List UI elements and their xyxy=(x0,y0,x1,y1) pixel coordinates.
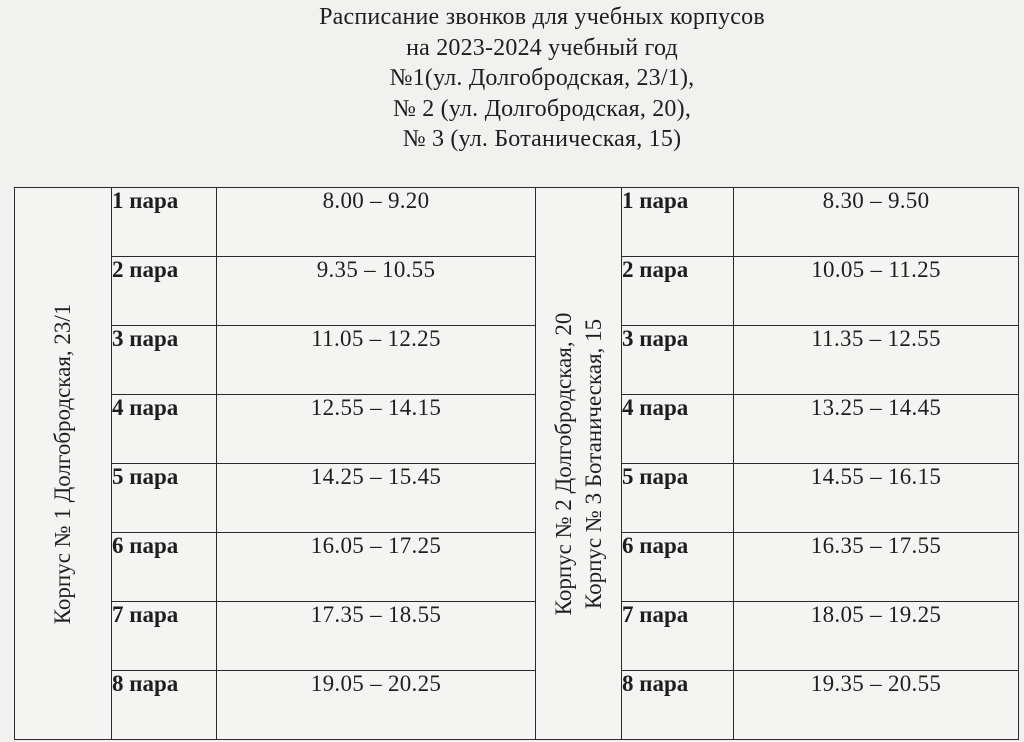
table-row xyxy=(15,671,1019,740)
building-2-label: Корпус № 2 Долгобродская, 20 xyxy=(550,312,576,615)
left-pair-label: 1 пара xyxy=(112,188,217,257)
building-2-3-cell xyxy=(536,188,622,740)
right-pair-label: 2 пара xyxy=(622,257,734,326)
right-pair-label: 5 пара xyxy=(622,464,734,533)
right-pair-label: 8 пара xyxy=(622,671,734,740)
right-pair-time: 11.35 – 12.55 xyxy=(734,326,1019,395)
building-3-label: Корпус № 3 Ботаническая, 15 xyxy=(580,318,606,609)
table-row xyxy=(15,602,1019,671)
table-row xyxy=(15,257,1019,326)
right-pair-label: 7 пара xyxy=(622,602,734,671)
building-2-3-label xyxy=(549,312,609,615)
left-pair-time: 8.00 – 9.20 xyxy=(217,188,536,257)
right-pair-time: 13.25 – 14.45 xyxy=(734,395,1019,464)
building-1-cell xyxy=(15,188,112,740)
left-pair-label: 5 пара xyxy=(112,464,217,533)
left-pair-label: 2 пара xyxy=(112,257,217,326)
header-building-2: № 2 (ул. Долгобродская, 20), xyxy=(392,95,692,122)
left-pair-label: 6 пара xyxy=(112,533,217,602)
header-building-3: № 3 (ул. Ботаническая, 15) xyxy=(402,126,682,152)
right-pair-time: 16.35 – 17.55 xyxy=(734,533,1019,602)
right-pair-label: 1 пара xyxy=(622,188,734,257)
table-row xyxy=(15,188,1019,257)
table-row xyxy=(15,464,1019,533)
right-pair-label: 6 пара xyxy=(622,533,734,602)
right-pair-time: 14.55 – 16.15 xyxy=(734,464,1019,533)
left-pair-label: 4 пара xyxy=(112,395,217,464)
table-row xyxy=(15,326,1019,395)
left-pair-time: 16.05 – 17.25 xyxy=(217,533,536,602)
right-pair-time: 18.05 – 19.25 xyxy=(734,602,1019,671)
left-pair-label: 7 пара xyxy=(112,602,217,671)
right-pair-time: 10.05 – 11.25 xyxy=(734,257,1019,326)
left-pair-time: 17.35 – 18.55 xyxy=(217,602,536,671)
right-pair-label: 3 пара xyxy=(622,326,734,395)
bell-schedule-table xyxy=(14,187,1019,740)
left-pair-label: 3 пара xyxy=(112,326,217,395)
left-pair-time: 9.35 – 10.55 xyxy=(217,257,536,326)
left-pair-label: 8 пара xyxy=(112,671,217,740)
header-title: Расписание звонков для учебных корпусов xyxy=(319,4,765,30)
table-row xyxy=(15,533,1019,602)
right-pair-time: 8.30 – 9.50 xyxy=(734,188,1019,257)
left-pair-time: 19.05 – 20.25 xyxy=(217,671,536,740)
header-year: на 2023-2024 учебный год xyxy=(406,34,678,61)
table-row xyxy=(15,395,1019,464)
right-pair-label: 4 пара xyxy=(622,395,734,464)
building-1-label: Корпус № 1 Долгобродская, 23/1 xyxy=(50,303,75,624)
left-pair-time: 11.05 – 12.25 xyxy=(217,326,536,395)
header-building-1: №1(ул. Долгобродская, 23/1), xyxy=(389,65,695,91)
left-pair-time: 12.55 – 14.15 xyxy=(217,395,536,464)
document-header xyxy=(0,2,1024,155)
right-pair-time: 19.35 – 20.55 xyxy=(734,671,1019,740)
left-pair-time: 14.25 – 15.45 xyxy=(217,464,536,533)
